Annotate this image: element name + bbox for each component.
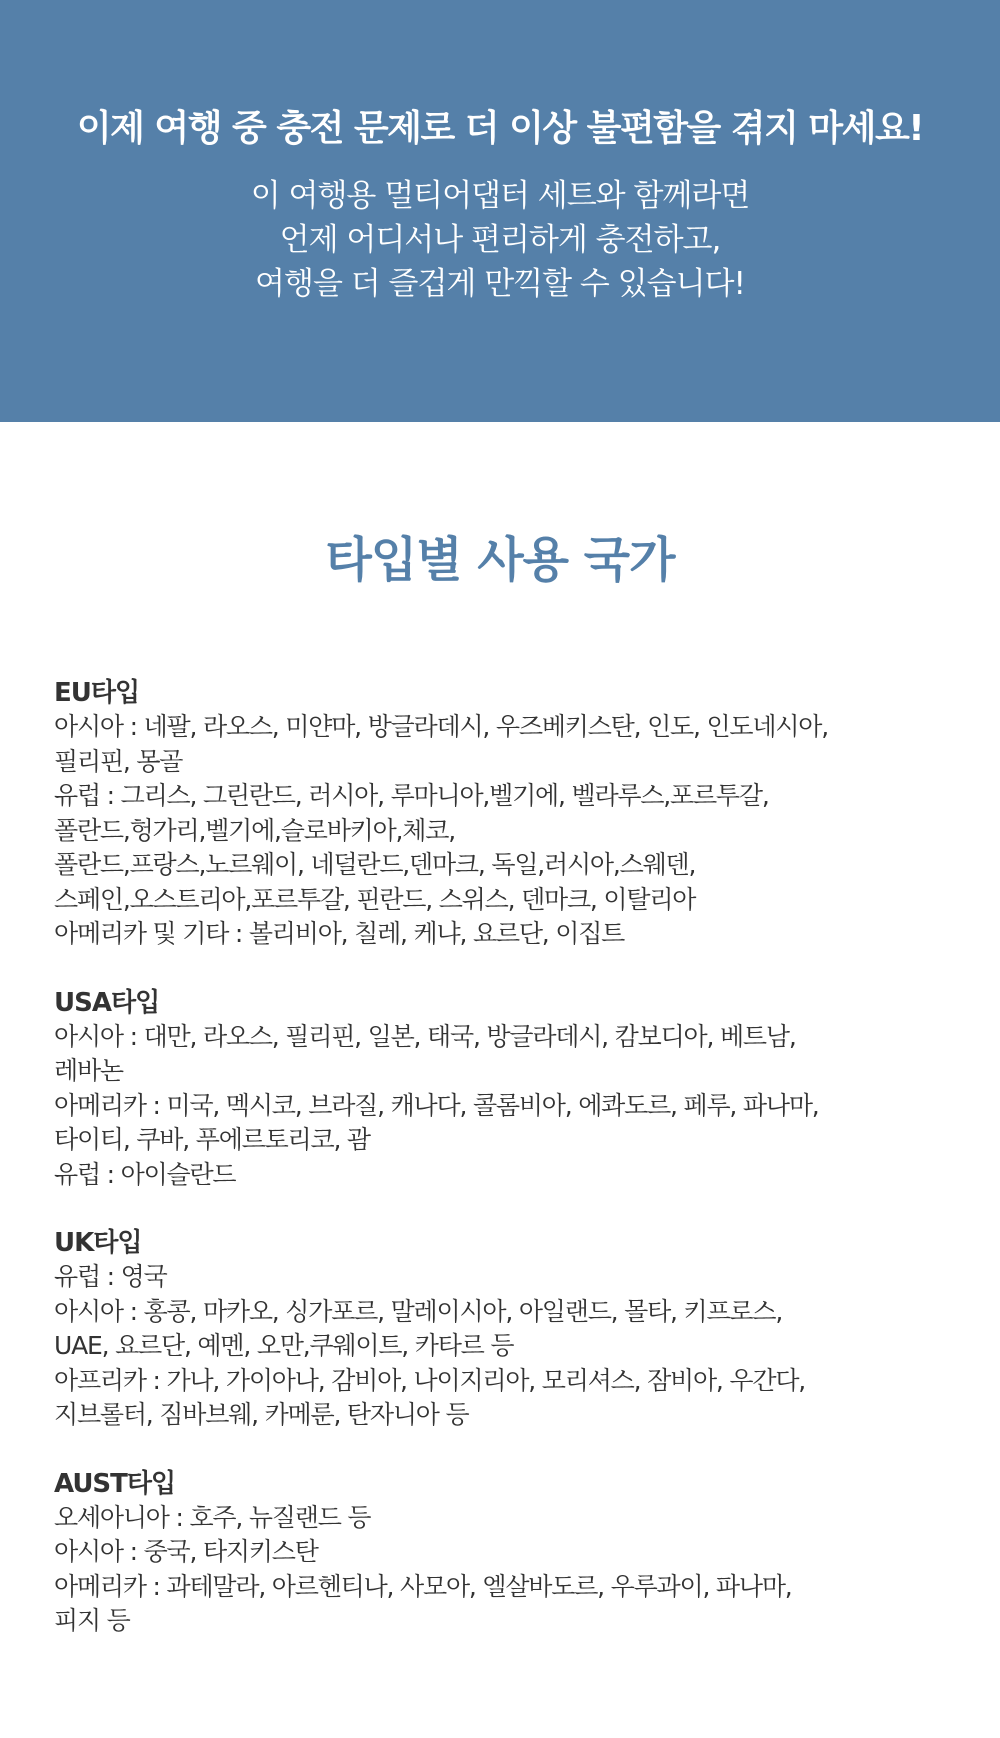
banner-line-3: 여행을 더 즐겁게 만끽할 수 있습니다!: [255, 266, 745, 302]
type-title-usa: USA타입: [54, 987, 160, 1018]
type-usa-line: 레바논: [54, 1056, 123, 1085]
type-uk-line: 아프리카 : 가나, 가이아나, 감비아, 나이지리아, 모리셔스, 잠비아, 우간다,: [54, 1365, 806, 1395]
type-usa-line: 타이티, 쿠바, 푸에르토리코, 괌: [54, 1125, 370, 1154]
promo-banner: [0, 0, 1000, 422]
banner-line-2: 언제 어디서나 편리하게 충전하고,: [279, 222, 721, 258]
banner-line-1: 이 여행용 멀티어댑터 세트와 함께라면: [250, 178, 750, 214]
type-group-aust: [54, 1467, 960, 1639]
type-aust-line: 피지 등: [54, 1606, 130, 1635]
type-uk-line: 지브롤터, 짐바브웨, 카메룬, 탄자니아 등: [54, 1400, 469, 1429]
type-group-usa: [54, 986, 960, 1193]
type-eu-line: 아메리카 및 기타 : 볼리비아, 칠레, 케냐, 요르단, 이집트: [54, 919, 625, 948]
type-uk-line: 유럽 : 영국: [54, 1262, 167, 1291]
type-title-aust: AUST타입: [54, 1468, 176, 1499]
type-eu-line: 폴란드,프랑스,노르웨이, 네덜란드,덴마크, 독일,러시아,스웨덴,: [54, 850, 696, 879]
type-aust-line: 아시아 : 중국, 타지키스탄: [54, 1537, 318, 1566]
type-eu-line: 폴란드,헝가리,벨기에,슬로바키아,체코,: [54, 815, 455, 845]
type-usa-line: 아메리카 : 미국, 멕시코, 브라질, 캐나다, 콜롬비아, 에콰도르, 페루, 파나마,: [54, 1090, 819, 1120]
type-aust-line: 아메리카 : 과테말라, 아르헨티나, 사모아, 엘살바도르, 우루과이, 파나마,: [54, 1571, 792, 1601]
type-eu-line: 필리핀, 몽골: [54, 746, 183, 776]
type-title-eu: EU타입: [54, 678, 140, 708]
type-group-uk: [54, 1226, 960, 1433]
type-usa-line: 유럽 : 아이슬란드: [54, 1159, 236, 1189]
type-usa-line: 아시아 : 대만, 라오스, 필리핀, 일본, 태국, 방글라데시, 캄보디아, 베트남,: [54, 1021, 796, 1051]
type-eu-line: 아시아 : 네팔, 라오스, 미얀마, 방글라데시, 우즈베키스탄, 인도, 인도네시아,: [54, 712, 828, 741]
type-title-uk: UK타입: [54, 1228, 142, 1258]
type-uk-line: UAE, 요르단, 예멘, 오만,쿠웨이트, 카타르 등: [54, 1331, 514, 1360]
type-eu-line: 유럽 : 그리스, 그린란드, 러시아, 루마니아,벨기에, 벨라루스,포르투갈,: [54, 781, 769, 810]
section-title: 타입별 사용 국가: [325, 532, 675, 588]
plug-type-list: [0, 676, 1000, 1639]
type-group-eu: [54, 676, 960, 952]
banner-headline: 이제 여행 중 충전 문제로 더 이상 불편함을 겪지 마세요!: [76, 108, 924, 149]
type-eu-line: 스페인,오스트리아,포르투갈, 핀란드, 스위스, 덴마크, 이탈리아: [54, 884, 696, 914]
type-uk-line: 아시아 : 홍콩, 마카오, 싱가포르, 말레이시아, 아일랜드, 몰타, 키프로스,: [54, 1296, 783, 1326]
type-aust-line: 오세아니아 : 호주, 뉴질랜드 등: [54, 1502, 371, 1532]
banner-body: [0, 174, 1000, 306]
